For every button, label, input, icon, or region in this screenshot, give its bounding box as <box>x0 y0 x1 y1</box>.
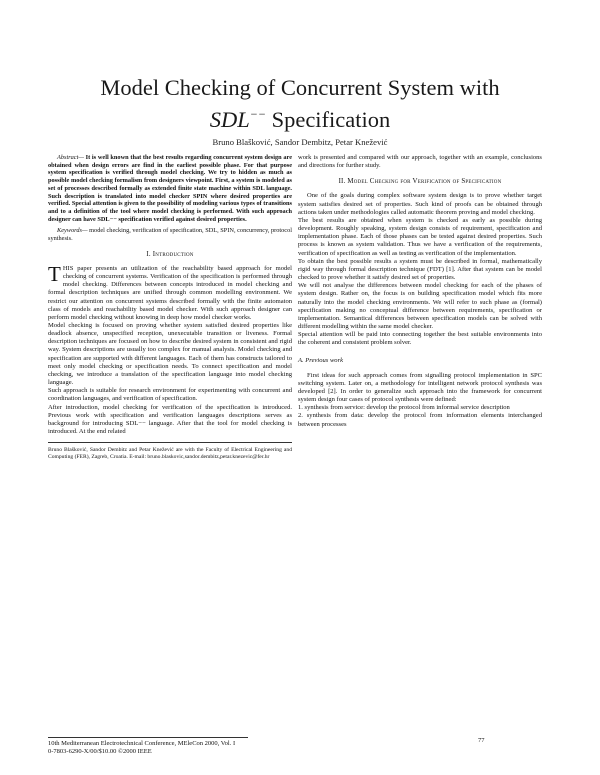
subsection-heading-previous-work: A. Previous work <box>298 357 344 365</box>
previous-work-paragraph: First ideas for such approach comes from signalling protocol implementation in SPC switching system. Later on, a methodology for intelligent network protocol synthesis was developed [2]. In order to generalize such approach into the framework for concurrent system design four cases of protocol synthesis were defined: <box>298 371 542 404</box>
intro-paragraph-4: After introduction, model checking for verification of the specification is introduced. Previous work with specification and verification languages descriptions serves as background for introducing SDL−− language. After that the tool for model checking is introduced. At the end related <box>48 403 292 436</box>
intro-paragraph-2: Model checking is focused on proving whether system satisfied desired properties like deadlock absence, unspecified reception, unexecutable transition or liveness. Formal description techniques are focused on how to describe desired system in consistent and rigid way. System descriptions are usually too complex for manual analysis. Model checking and specification are supported with different languages. Each of them has constructs tailored to meet only model checking or specification needs. To connect specification and model checking, we introduce a translation of the specification language into model checking language. <box>48 321 292 387</box>
authors: Bruno Blašković, Sandor Dembitz, Petar Knežević <box>212 137 388 147</box>
keywords <box>48 227 292 242</box>
keywords-lead: Keywords— <box>57 227 88 235</box>
sec2-paragraph-3: To obtain the best possible results a system must be described in formal, mathematically rigid way through formal description technique (FDT) [1]. After that system can be model checked to prove whether it satisfy desired set of properties. <box>298 257 542 282</box>
intro-paragraph-3: Such approach is suitable for research environment for experimenting with concurrent and coordination languages, and verification of specification. <box>48 387 292 403</box>
previous-work-item-1: 1. synthesis from service: develop the protocol from informal service description <box>298 404 510 412</box>
section-heading-introduction: I. Introduction <box>146 250 194 258</box>
paper-title <box>40 74 560 133</box>
abstract <box>48 154 292 223</box>
sec2-paragraph-2: The best results are obtained when system is checked as early as possible during development. Roughly speaking, system design consists of requirement, specification and implementation phase. Each of those phases can be tested against desired properties. Such process is known as system validation. Thus we have a verification of the requirements, verification of specification as well as testing as verification of the implementation. <box>298 216 542 257</box>
intro-paragraph-1-text: HIS paper presents an utilization of the reachability based approach for model checking of concurrent systems. Verification of the specification is performed through model checking. Differences between concepts introduced in model checking and formal description techniques are unified through common modelling environment. We restrict our attention on concurrent systems described formally with the finite automaton class of models and reachability based model checker. With such approach designer can perform model checking without knowing in deep how model checker works. <box>48 264 292 321</box>
drop-cap: T <box>48 261 61 286</box>
conference-name: 10th Mediterranean Electrotechnical Conference, MEleCon 2000, Vol. I <box>48 740 236 747</box>
section-heading-model-checking: II. Model Checking for Verification of Specification <box>338 178 502 186</box>
title-sdl-superscript: −− <box>249 107 266 121</box>
title-line-1: Model Checking of Concurrent System with <box>100 75 500 100</box>
intro-paragraph-1 <box>48 261 292 322</box>
sec2-paragraph-1: One of the goals during complex software system design is to prove whether target system satisfies desired set of properties. Such kind of proofs can be obtained through actions taken under methodologies called automatic theorem proving and model checking. <box>298 192 542 216</box>
title-line-2 <box>40 101 560 133</box>
title-sdl: SDL <box>209 107 250 132</box>
intro-continuation: work is presented and compared with our approach, together with an example, conclusions and directions for further study. <box>298 154 542 170</box>
copyright-line: 0-7803-6290-X/00/$10.00 ©2000 IEEE <box>48 748 152 755</box>
sec2-paragraph-4: We will not analyse the differences between model checking for each of the phases of system design. Rather on, the focus is on building specification model which fits more naturally into the model checking environments. We will refer to such phase as (formal) specification making no conceptual difference between requirements, specification or implementation. Semantical differences between specification models can be solved with different modelling within the same model checker. <box>298 282 542 330</box>
page-number: 77 <box>478 737 485 744</box>
conference-footer <box>48 737 248 756</box>
left-column <box>48 154 292 460</box>
title-line-2-rest: Specification <box>265 107 391 132</box>
sec2-paragraph-5: Special attention will be paid into connecting together the best suitable environments into the coherent and consistent problem solver. <box>298 331 542 347</box>
abstract-text: It is well known that the best results regarding concurrent system design are obtained when design errors are find in the earliest possible phase. For that purpose system specification is verified through model checking. We try to hidden as much as possible model checking formalism from designers viewpoint. First, a system is modeled as set of processes described formally as extended finite state machine within SDL language. Such description is translated into model checker SPIN where desired properties are verified. Special attention is given to the possibility of modeling various types of transitions and to a definition of the tool where model checking is performed. With such approach designer can have SDL−− specification verified against desired properties. <box>48 154 292 223</box>
previous-work-item-2: 2. synthesis from data: develop the protocol from information elements interchanged between processes <box>298 412 542 428</box>
right-column <box>298 154 542 429</box>
abstract-lead: Abstract— <box>57 154 84 161</box>
author-footnote: Bruno Blašković, Sandor Dembitz and Petar Knežević are with the Faculty of Electrical Engineering and Computing (FER), Zagreb, Croatia. E-mail: bruno.blaskovic,sandor.dembitz,petar.knezevic@fer.hr <box>48 442 292 460</box>
keywords-text: model checking, verification of specification, SDL, SPIN, concurrency, protocol synthesis. <box>48 227 292 243</box>
